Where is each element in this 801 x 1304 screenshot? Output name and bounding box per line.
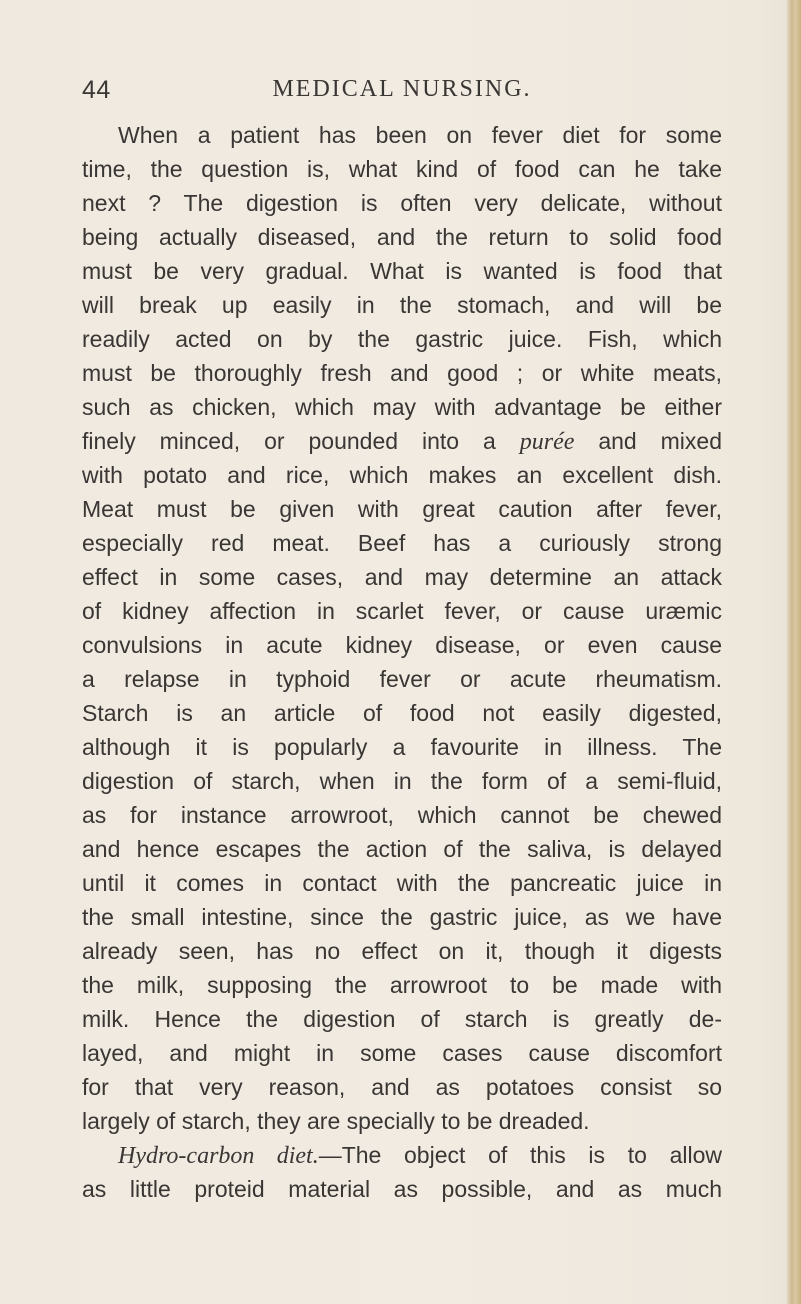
page-edge <box>787 0 801 1304</box>
running-head: MEDICAL NURSING. <box>272 76 532 102</box>
text-line: Starch is an article of food not easily digested, <box>82 700 722 726</box>
page-number: 44 <box>82 76 111 104</box>
text-line: with potato and rice, which makes an excellent dish. <box>82 462 722 488</box>
text-line: as little proteid material as possible, and as much <box>82 1176 722 1202</box>
text-line: digestion of starch, when in the form of a semi-fluid, <box>82 768 722 794</box>
section-heading: Hydro-carbon diet. <box>118 1143 319 1169</box>
text-line: although it is popularly a favourite in illness. The <box>82 734 722 760</box>
text-line: must be very gradual. What is wanted is food that <box>82 258 722 284</box>
text-line: time, the question is, what kind of food can he take <box>82 156 722 182</box>
text-line <box>82 424 722 458</box>
text-line: as for instance arrowroot, which cannot be chewed <box>82 802 722 828</box>
text-line <box>82 1138 722 1172</box>
text-line: When a patient has been on fever diet for some <box>118 122 722 148</box>
text-line: Meat must be given with great caution after fever, <box>82 496 722 522</box>
text-line: especially red meat. Beef has a curiously strong <box>82 530 722 556</box>
text-line: readily acted on by the gastric juice. Fish, which <box>82 326 722 352</box>
text-line: convulsions in acute kidney disease, or even cause <box>82 632 722 658</box>
text-line: the small intestine, since the gastric juice, as we have <box>82 904 722 930</box>
text-segment: —The object of this is to allow <box>318 1142 722 1168</box>
text-line: for that very reason, and as potatoes consist so <box>82 1074 722 1100</box>
text-line: will break up easily in the stomach, and will be <box>82 292 722 318</box>
text-line: largely of starch, they are specially to be dreaded. <box>82 1108 590 1134</box>
italic-term: purée <box>519 429 575 455</box>
text-line: being actually diseased, and the return to solid food <box>82 224 722 250</box>
text-line: a relapse in typhoid fever or acute rheumatism. <box>82 666 722 692</box>
text-line: the milk, supposing the arrowroot to be made with <box>82 972 722 998</box>
text-line: of kidney affection in scarlet fever, or cause uræmic <box>82 598 722 624</box>
text-line: already seen, has no effect on it, though it digests <box>82 938 722 964</box>
page-header <box>82 76 722 108</box>
text-segment: and mixed <box>574 428 722 454</box>
text-line: such as chicken, which may with advantage be either <box>82 394 722 420</box>
text-line: layed, and might in some cases cause discomfort <box>82 1040 722 1066</box>
text-line: and hence escapes the action of the saliva, is delayed <box>82 836 722 862</box>
text-line: milk. Hence the digestion of starch is greatly de- <box>82 1006 722 1032</box>
body-text <box>82 118 722 1206</box>
text-segment: finely minced, or pounded into a <box>82 428 520 454</box>
text-line: must be thoroughly fresh and good ; or white meats, <box>82 360 722 386</box>
text-line: effect in some cases, and may determine an attack <box>82 564 722 590</box>
text-line: next ? The digestion is often very delicate, without <box>82 190 722 216</box>
text-line: until it comes in contact with the pancreatic juice in <box>82 870 722 896</box>
